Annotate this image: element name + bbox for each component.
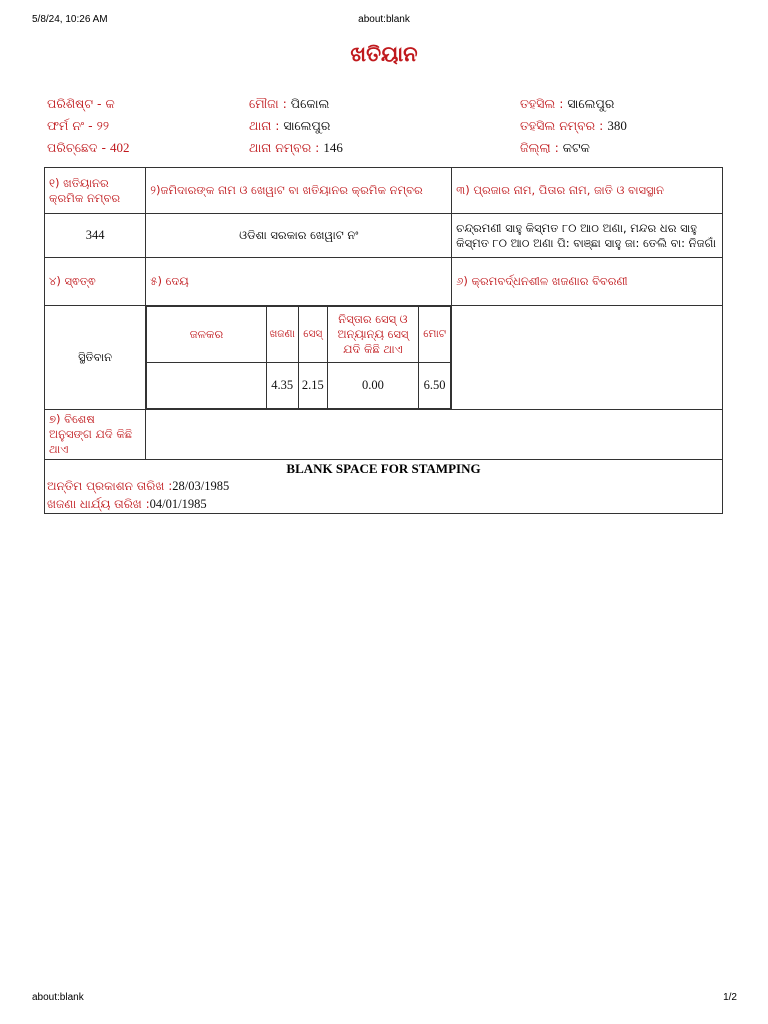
khajana-header: ଖଜଣା [266, 307, 298, 363]
dues-header-row [147, 307, 451, 363]
thana-field [249, 118, 330, 134]
khajana-value: 4.35 [266, 363, 298, 409]
mot-header: ମୋଟ [419, 307, 451, 363]
parichheda-label: ପରିଚ୍ଛେଦ - [47, 140, 110, 155]
final-publication-line [47, 477, 720, 495]
col-khatiyan-no-header: ୧) ଖତିୟାନର କ୍ରମିକ ନମ୍ବର [45, 168, 146, 214]
thana-label: ଥାନା : [249, 118, 284, 133]
jalkar-value [147, 363, 266, 409]
final-publication-date: 28/03/1985 [172, 479, 230, 493]
document-title: ଖତିୟାନ [350, 42, 418, 66]
col-zamindar-header: ୨)ଜମିଦାରଙ୍କ ନାମ ଓ ଖେୱାଟ ବା ଖତିୟାନର କ୍ରମିକ ନମ୍ବର [146, 168, 452, 214]
mouza-field [249, 96, 329, 112]
final-publication-label: ଅନ୍ତିମ ପ୍ରକାଶନ ତାରିଖ : [47, 479, 173, 493]
khajana-date: 04/01/1985 [149, 497, 207, 511]
swatwa-value: ସ୍ଥିତିବାନ [45, 306, 146, 410]
info-row-3 [47, 140, 727, 162]
header-info [47, 96, 727, 162]
mouza-value: ପିକୋଲ [290, 96, 330, 111]
zamindar-khewat: ଓଡିଶା ସରକାର ଖେୱାଟ ନଂ [146, 214, 452, 258]
tahasil-label: ତହସିଲ : [520, 96, 568, 111]
print-header [0, 14, 768, 34]
page-number: 1/2 [723, 992, 737, 1003]
data-row-1 [45, 214, 723, 258]
khajana-date-line [47, 495, 720, 513]
footer-url: about:blank [32, 992, 84, 1003]
parichheda-value: 402 [109, 140, 130, 155]
info-row-1 [47, 96, 727, 118]
tahasil-field [520, 96, 614, 112]
khatiyan-number: 344 [45, 214, 146, 258]
thana-no-field [249, 140, 343, 156]
print-footer [0, 992, 768, 1012]
header-row-1 [45, 168, 723, 214]
col-swatwa-header: ୪) ସ୍ଵତ୍ଵ [45, 258, 146, 306]
nistar-header: ନିସ୍ତାର ସେସ୍ ଓ ଅନ୍ୟାନ୍ୟ ସେସ୍ ଯଦି କିଛି ଥାଏ [327, 307, 418, 363]
rent-details-value [452, 306, 723, 410]
print-datetime: 5/8/24, 10:26 AM [32, 14, 108, 25]
ses-header: ସେସ୍ [298, 307, 327, 363]
tahasil-no-value: 380 [607, 118, 627, 133]
parishista-label: ପରିଶିଷ୍ଟ - କ [47, 96, 115, 111]
district-field [520, 140, 590, 156]
praja-details: ଚନ୍ଦ୍ରମଣୀ ସାହୁ କିସ୍ମତ ୮୦ ଆଠ ଅଣା, ମନ୍ଦର ଧର ସାହୁ କିସ୍ମତ ୮୦ ଆଠ ଅଣା ପି: ବାଞ୍ଛା ସାହୁ ଜା: ତେଲି ବା: ନିଜଗାଁ [452, 214, 723, 258]
tahasil-value: ସାଲେପୁର [567, 96, 615, 111]
stamp-row [45, 460, 723, 514]
khatiyan-table [44, 167, 723, 514]
tahasil-no-label: ତହସିଲ ନମ୍ବର : [520, 118, 608, 133]
stamp-space-title: BLANK SPACE FOR STAMPING [286, 461, 481, 476]
mot-value: 6.50 [419, 363, 451, 409]
district-label: ଜିଲ୍ଲା : [520, 140, 563, 155]
dues-table [146, 306, 451, 409]
khajana-date-label: ଖଜଣା ଧାର୍ଯ୍ୟ ତାରିଖ : [47, 497, 150, 511]
col-rent-details-header: ୬) କ୍ରମବର୍ଦ୍ଧନଶୀଳ ଖଜଣାର ବିବରଣୀ [452, 258, 723, 306]
dues-value-row [147, 363, 451, 409]
mouza-label: ମୌଜା : [249, 96, 291, 111]
district-value: କଟକ [562, 140, 590, 155]
special-row [45, 410, 723, 460]
data-row-2 [45, 306, 723, 410]
thana-no-label: ଥାନା ନମ୍ବର : [249, 140, 324, 155]
col-praja-header: ୩) ପ୍ରଜାର ନାମ, ପିତାର ନାମ, ଜାତି ଓ ବାସସ୍ଥାନ [452, 168, 723, 214]
dues-cell [146, 306, 452, 410]
ses-value: 2.15 [298, 363, 327, 409]
header-row-2 [45, 258, 723, 306]
special-remarks-value [146, 410, 723, 460]
jalkar-header: ଜଳକର [147, 307, 266, 363]
nistar-value: 0.00 [327, 363, 418, 409]
parichheda-field [47, 140, 129, 156]
info-row-2 [47, 118, 727, 140]
stamp-cell [45, 460, 723, 514]
col-dues-header: ୫) ଦେୟ [146, 258, 452, 306]
tahasil-no-field [520, 118, 627, 134]
print-url: about:blank [358, 14, 410, 25]
thana-value: ସାଲେପୁର [283, 118, 331, 133]
form-number: ଫର୍ମ ନଂ - ୨୨ [47, 118, 110, 133]
thana-no-value: 146 [323, 140, 343, 155]
special-remarks-header: ୭) ବିଶେଷ ଅନୁସଙ୍ଗ ଯଦି କିଛି ଥାଏ [45, 410, 146, 460]
